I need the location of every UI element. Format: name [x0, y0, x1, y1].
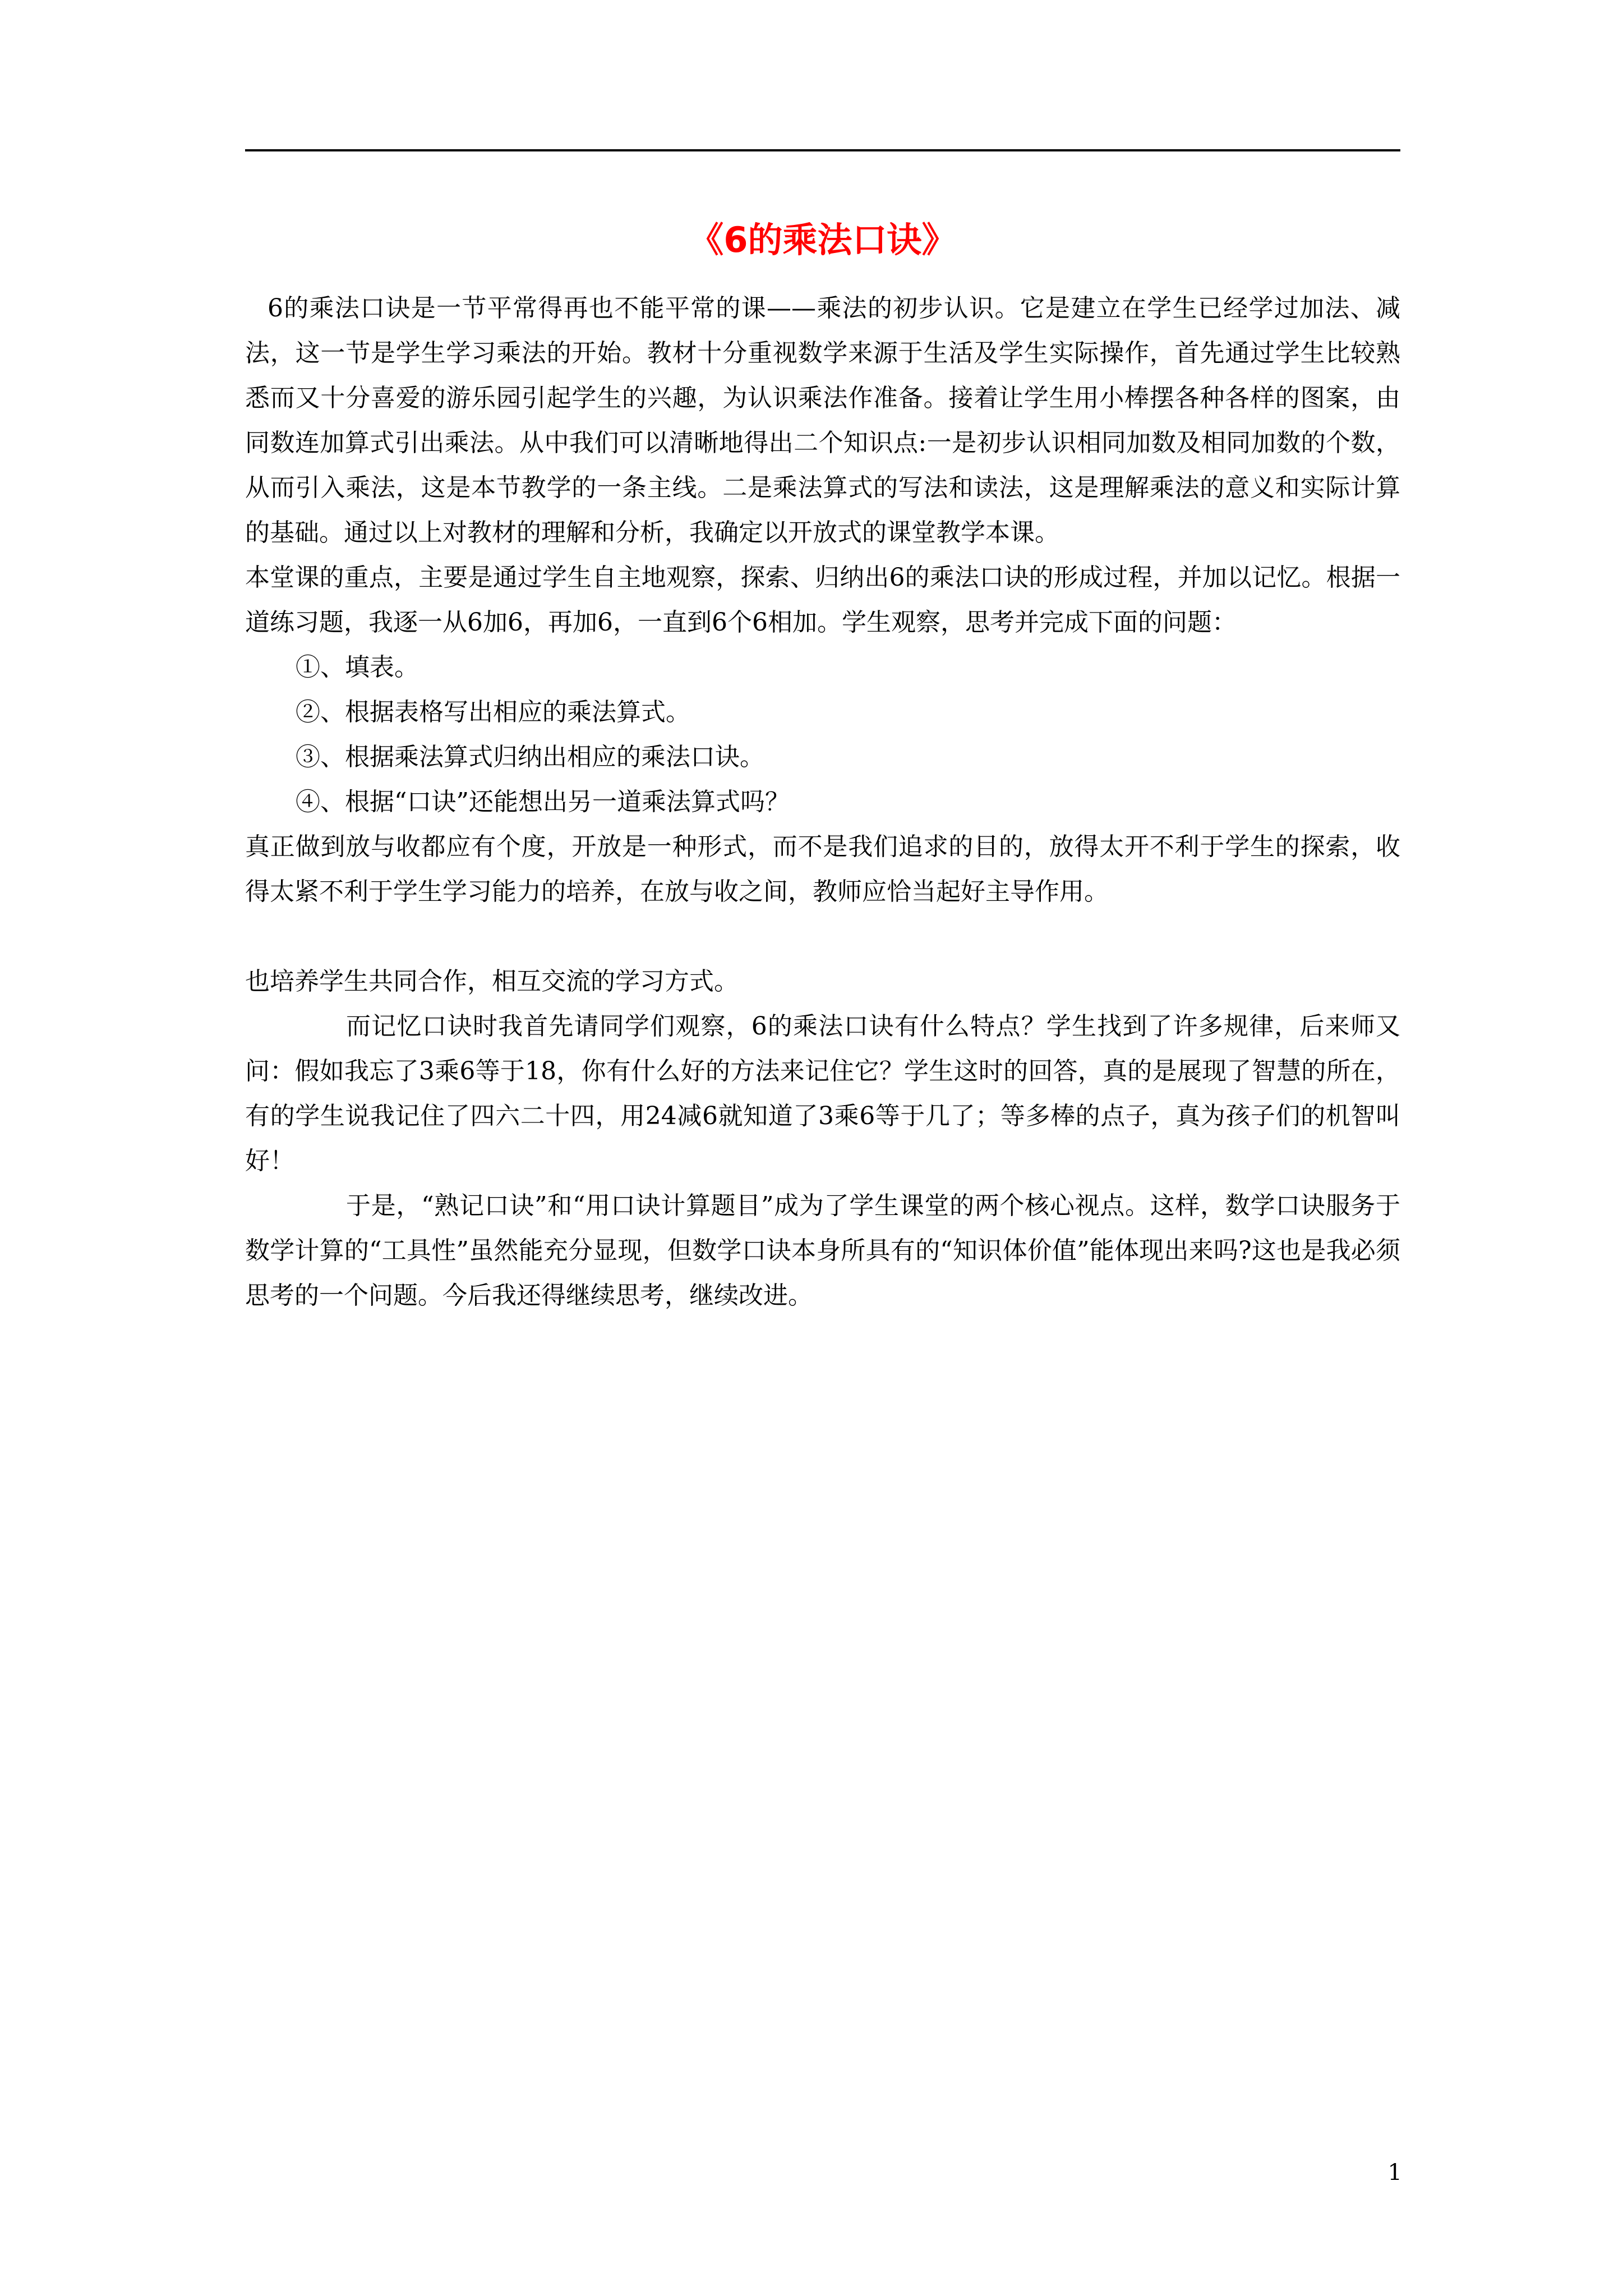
task-item-1: ①、填表。	[296, 653, 419, 682]
memory-paragraph: 而记忆口诀时我首先请同学们观察，6的乘法口诀有什么特点？学生找到了许多规律，后来师又问：假如我忘了3乘6等于18，你有什么好的方法来记住它？学生这时的回答，真的是展现了智慧的所在，有的学生说我记住了四六二十四，用24减6就知道了3乘6等于几了；等多棒的点子，真为孩子们的机智叫好！	[245, 1012, 1400, 1175]
blank-line	[245, 914, 1400, 959]
task-item-2: ②、根据表格写出相应的乘法算式。	[296, 698, 690, 726]
balance-paragraph: 真正做到放与收都应有个度，开放是一种形式，而不是我们追求的目的，放得太开不利于学生的探索，收得太紧不利于学生学习能力的培养，在放与收之间，教师应恰当起好主导作用。	[245, 832, 1400, 906]
page-number: 1	[1387, 2160, 1402, 2185]
document-title: 《6的乘法口诀》	[689, 219, 957, 260]
focus-paragraph: 本堂课的重点，主要是通过学生自主地观察，探索、归纳出6的乘法口诀的形成过程，并加以记忆。根据一道练习题，我逐一从6加6，再加6，一直到6个6相加。学生观察，思考并完成下面的问题：	[245, 563, 1400, 637]
document-body	[245, 286, 1400, 1318]
reflection-paragraph: 于是，“熟记口诀”和“用口诀计算题目”成为了学生课堂的两个核心视点。这样，数学口诀服务于数学计算的“工具性”虽然能充分显现，但数学口诀本身所具有的“知识体价值”能体现出来吗?这也是我必须思考的一个问题。今后我还得继续思考，继续改进。	[245, 1191, 1400, 1310]
intro-paragraph: 6的乘法口诀是一节平常得再也不能平常的课——乘法的初步认识。它是建立在学生已经学过加法、减法，这一节是学生学习乘法的开始。教材十分重视数学来源于生活及学生实际操作，首先通过学生比较熟悉而又十分喜爱的游乐园引起学生的兴趣，为认识乘法作准备。接着让学生用小棒摆各种各样的图案，由同数连加算式引出乘法。从中我们可以清晰地得出二个知识点:一是初步认识相同加数及相同加数的个数，从而引入乘法，这是本节教学的一条主线。二是乘法算式的写法和读法，这是理解乘法的意义和实际计算的基础。通过以上对教材的理解和分析，我确定以开放式的课堂教学本课。	[245, 294, 1400, 547]
task-item-3: ③、根据乘法算式归纳出相应的乘法口诀。	[296, 743, 764, 771]
task-item-4: ④、根据“口诀”还能想出另一道乘法算式吗？	[296, 788, 790, 816]
cooperation-paragraph: 也培养学生共同合作，相互交流的学习方式。	[245, 967, 739, 996]
header-rule	[245, 149, 1400, 151]
